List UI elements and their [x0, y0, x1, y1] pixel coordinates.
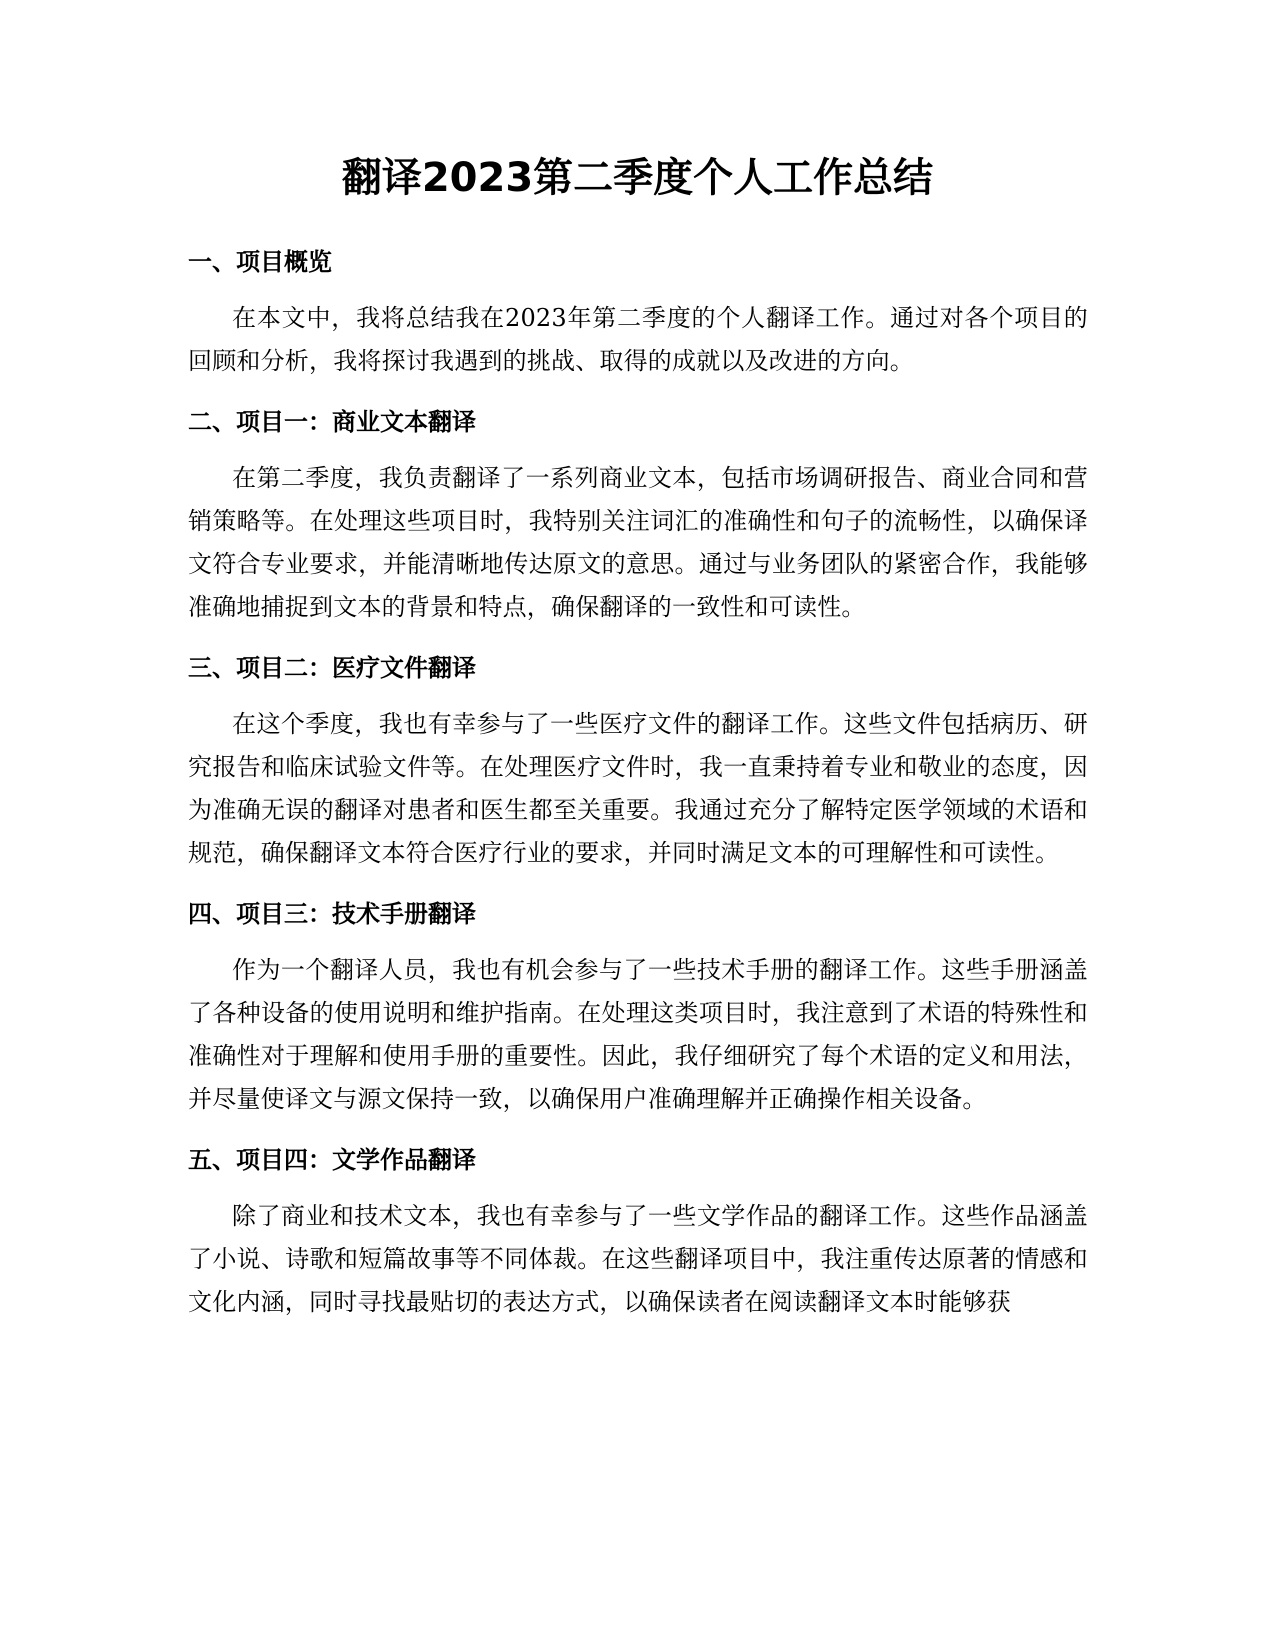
section-heading: 一、项目概览: [188, 248, 332, 276]
section-paragraph: 在第二季度，我负责翻译了一系列商业文本，包括市场调研报告、商业合同和营销策略等。在处理这些项目时，我特别关注词汇的准确性和句子的流畅性，以确保译文符合专业要求，并能清晰地传达原文的意思。通过与业务团队的紧密合作，我能够准确地捕捉到文本的背景和特点，确保翻译的一致性和可读性。: [188, 464, 1088, 621]
section-heading: 三、项目二：医疗文件翻译: [188, 654, 476, 682]
document-body: [188, 245, 1088, 1346]
section-literary-translation: [188, 1143, 1088, 1324]
section-heading: 四、项目三：技术手册翻译: [188, 900, 476, 928]
section-paragraph: 在本文中，我将总结我在2023年第二季度的个人翻译工作。通过对各个项目的回顾和分析，我将探讨我遇到的挑战、取得的成就以及改进的方向。: [188, 304, 1088, 375]
document-title: 翻译2023第二季度个人工作总结: [341, 155, 934, 201]
section-heading: 五、项目四：文学作品翻译: [188, 1146, 476, 1174]
section-overview: [188, 245, 1088, 383]
section-medical-translation: [188, 651, 1088, 875]
section-heading: 二、项目一：商业文本翻译: [188, 408, 476, 436]
section-paragraph: 作为一个翻译人员，我也有机会参与了一些技术手册的翻译工作。这些手册涵盖了各种设备的使用说明和维护指南。在处理这类项目时，我注意到了术语的特殊性和准确性对于理解和使用手册的重要性。因此，我仔细研究了每个术语的定义和用法，并尽量使译文与源文保持一致，以确保用户准确理解并正确操作相关设备。: [188, 956, 1088, 1113]
section-business-translation: [188, 405, 1088, 629]
section-paragraph: 在这个季度，我也有幸参与了一些医疗文件的翻译工作。这些文件包括病历、研究报告和临床试验文件等。在处理医疗文件时，我一直秉持着专业和敬业的态度，因为准确无误的翻译对患者和医生都至关重要。我通过充分了解特定医学领域的术语和规范，确保翻译文本符合医疗行业的要求，并同时满足文本的可理解性和可读性。: [188, 710, 1088, 867]
section-paragraph: 除了商业和技术文本，我也有幸参与了一些文学作品的翻译工作。这些作品涵盖了小说、诗歌和短篇故事等不同体裁。在这些翻译项目中，我注重传达原著的情感和文化内涵，同时寻找最贴切的表达方式，以确保读者在阅读翻译文本时能够获: [188, 1202, 1088, 1316]
section-technical-translation: [188, 897, 1088, 1121]
